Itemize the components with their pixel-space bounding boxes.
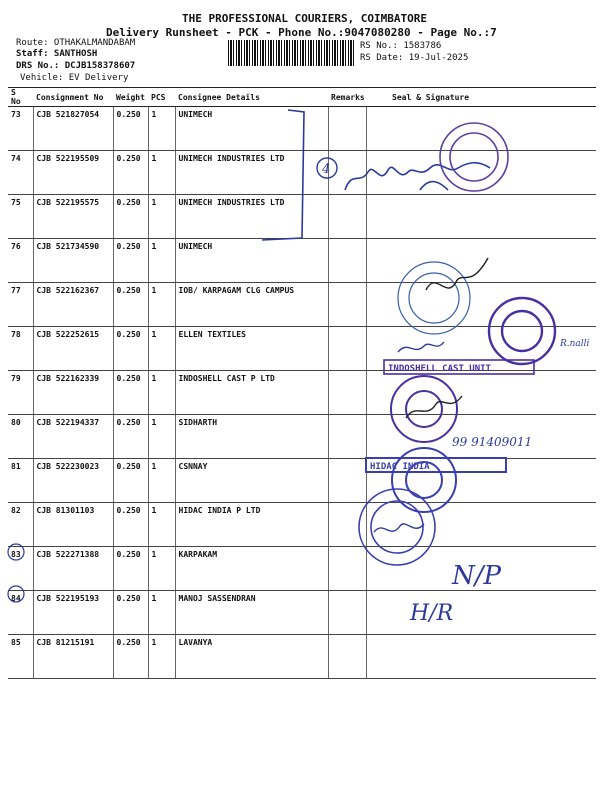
cell-sno: 81 xyxy=(8,459,33,503)
col-consignee: Consignee Details xyxy=(175,88,328,107)
table-header-row xyxy=(8,88,596,107)
cell-pcs: 1 xyxy=(148,239,175,283)
col-remarks: Remarks xyxy=(328,88,366,107)
route-label: Route: OTHAKALMANDABAM xyxy=(16,38,136,48)
barcode xyxy=(228,40,354,66)
cell-weight: 0.250 xyxy=(113,415,148,459)
cell-seal xyxy=(366,635,596,679)
cell-consignee: UNIMECH INDUSTRIES LTD xyxy=(175,195,328,239)
cell-cn: CJB 81301103 xyxy=(33,503,113,547)
cell-cn: CJB 522162339 xyxy=(33,371,113,415)
cell-consignee: LAVANYA xyxy=(175,635,328,679)
hr-note: H/R xyxy=(410,601,454,626)
cell-seal xyxy=(366,591,596,635)
cell-consignee: SIDHARTH xyxy=(175,415,328,459)
cell-remarks xyxy=(328,195,366,239)
cell-pcs: 1 xyxy=(148,635,175,679)
cell-consignee: KARPAKAM xyxy=(175,547,328,591)
cell-sno: 73 xyxy=(8,107,33,151)
cell-weight: 0.250 xyxy=(113,459,148,503)
np-note: N/P xyxy=(452,561,502,591)
cell-pcs: 1 xyxy=(148,415,175,459)
cell-remarks xyxy=(328,635,366,679)
table-row xyxy=(8,239,596,283)
table-row xyxy=(8,107,596,151)
cell-remarks xyxy=(328,547,366,591)
table-row xyxy=(8,327,596,371)
table-row xyxy=(8,371,596,415)
col-weight: Weight xyxy=(113,88,148,107)
cell-cn: CJB 81215191 xyxy=(33,635,113,679)
cell-sno: 78 xyxy=(8,327,33,371)
cell-consignee: HIDAC INDIA P LTD xyxy=(175,503,328,547)
cell-seal xyxy=(366,459,596,503)
cell-consignee: UNIMECH xyxy=(175,239,328,283)
col-sno: S No xyxy=(8,88,33,107)
cell-seal xyxy=(366,239,596,283)
col-pcs: PCS xyxy=(148,88,175,107)
cell-seal xyxy=(366,503,596,547)
handwritten-sign-text: R.nalli xyxy=(560,339,590,349)
cell-weight: 0.250 xyxy=(113,283,148,327)
cell-sno: 77 xyxy=(8,283,33,327)
cell-pcs: 1 xyxy=(148,503,175,547)
cell-sno: 74 xyxy=(8,151,33,195)
cell-remarks xyxy=(328,151,366,195)
table-row xyxy=(8,283,596,327)
col-seal: Seal & Signature xyxy=(366,88,596,107)
cell-remarks xyxy=(328,591,366,635)
cell-cn: CJB 522195575 xyxy=(33,195,113,239)
cell-sno: 76 xyxy=(8,239,33,283)
cell-cn: CJB 522162367 xyxy=(33,283,113,327)
cell-weight: 0.250 xyxy=(113,151,148,195)
cell-weight: 0.250 xyxy=(113,547,148,591)
cell-seal xyxy=(366,371,596,415)
cell-seal xyxy=(366,283,596,327)
cell-sno: 79 xyxy=(8,371,33,415)
staff-label: Staff: SANTHOSH xyxy=(16,49,98,59)
cell-weight: 0.250 xyxy=(113,635,148,679)
cell-remarks xyxy=(328,415,366,459)
cell-consignee: ELLEN TEXTILES xyxy=(175,327,328,371)
table-row xyxy=(8,635,596,679)
cell-pcs: 1 xyxy=(148,151,175,195)
vehicle-label: Vehicle: EV Delivery xyxy=(20,73,129,83)
cell-remarks xyxy=(328,239,366,283)
cell-pcs: 1 xyxy=(148,195,175,239)
cell-weight: 0.250 xyxy=(113,371,148,415)
table-row xyxy=(8,415,596,459)
cell-cn: CJB 522271388 xyxy=(33,547,113,591)
cell-sno: 75 xyxy=(8,195,33,239)
cell-remarks xyxy=(328,459,366,503)
cell-pcs: 1 xyxy=(148,547,175,591)
indoshell-stamp-text: INDOSHELL CAST UNIT xyxy=(388,364,491,374)
table-row xyxy=(8,591,596,635)
cell-seal xyxy=(366,151,596,195)
drs-label: DRS No.: DCJB158378607 xyxy=(16,61,136,71)
table-row xyxy=(8,151,596,195)
cell-remarks xyxy=(328,107,366,151)
cell-pcs: 1 xyxy=(148,371,175,415)
cell-weight: 0.250 xyxy=(113,195,148,239)
cell-remarks xyxy=(328,327,366,371)
runsheet-title: Delivery Runsheet - PCK - Phone No.:9047080280 - Page No.:7 xyxy=(106,26,497,39)
cell-sno: 84 xyxy=(8,591,33,635)
cell-seal xyxy=(366,107,596,151)
cell-cn: CJB 522252615 xyxy=(33,327,113,371)
cell-sno: 85 xyxy=(8,635,33,679)
cell-pcs: 1 xyxy=(148,459,175,503)
cell-seal xyxy=(366,415,596,459)
cell-weight: 0.250 xyxy=(113,239,148,283)
cell-cn: CJB 521734590 xyxy=(33,239,113,283)
cell-sno: 82 xyxy=(8,503,33,547)
cell-pcs: 1 xyxy=(148,107,175,151)
cell-cn: CJB 522194337 xyxy=(33,415,113,459)
cell-seal xyxy=(366,195,596,239)
circled-count-text: 4 xyxy=(322,162,331,177)
cell-consignee: IOB/ KARPAGAM CLG CAMPUS xyxy=(175,283,328,327)
cell-remarks xyxy=(328,371,366,415)
runsheet-table xyxy=(8,87,596,679)
cell-consignee: UNIMECH INDUSTRIES LTD xyxy=(175,151,328,195)
col-consignment: Consignment No xyxy=(33,88,113,107)
cell-seal xyxy=(366,327,596,371)
cell-cn: CJB 522195193 xyxy=(33,591,113,635)
table-row xyxy=(8,195,596,239)
cell-consignee: CSNNAY xyxy=(175,459,328,503)
cell-consignee: MANOJ SASSENDRAN xyxy=(175,591,328,635)
table-row xyxy=(8,547,596,591)
cell-cn: CJB 522195509 xyxy=(33,151,113,195)
cell-consignee: UNIMECH xyxy=(175,107,328,151)
cell-pcs: 1 xyxy=(148,591,175,635)
hidac-stamp-text: HIDAC INDIA xyxy=(370,462,430,472)
cell-pcs: 1 xyxy=(148,327,175,371)
rs-number: RS No.: 1583786 xyxy=(360,41,442,51)
cell-pcs: 1 xyxy=(148,283,175,327)
cell-seal xyxy=(366,547,596,591)
company-title: THE PROFESSIONAL COURIERS, COIMBATORE xyxy=(182,12,428,25)
cell-cn: CJB 522230023 xyxy=(33,459,113,503)
cell-sno: 80 xyxy=(8,415,33,459)
cell-remarks xyxy=(328,503,366,547)
table-row xyxy=(8,503,596,547)
cell-cn: CJB 521827054 xyxy=(33,107,113,151)
cell-weight: 0.250 xyxy=(113,107,148,151)
cell-weight: 0.250 xyxy=(113,503,148,547)
cell-weight: 0.250 xyxy=(113,327,148,371)
cell-weight: 0.250 xyxy=(113,591,148,635)
rs-date: RS Date: 19-Jul-2025 xyxy=(360,53,469,63)
cell-sno: 83 xyxy=(8,547,33,591)
cell-remarks xyxy=(328,283,366,327)
table-row xyxy=(8,459,596,503)
handwritten-phone-text: 99 91409011 xyxy=(452,435,533,449)
cell-consignee: INDOSHELL CAST P LTD xyxy=(175,371,328,415)
